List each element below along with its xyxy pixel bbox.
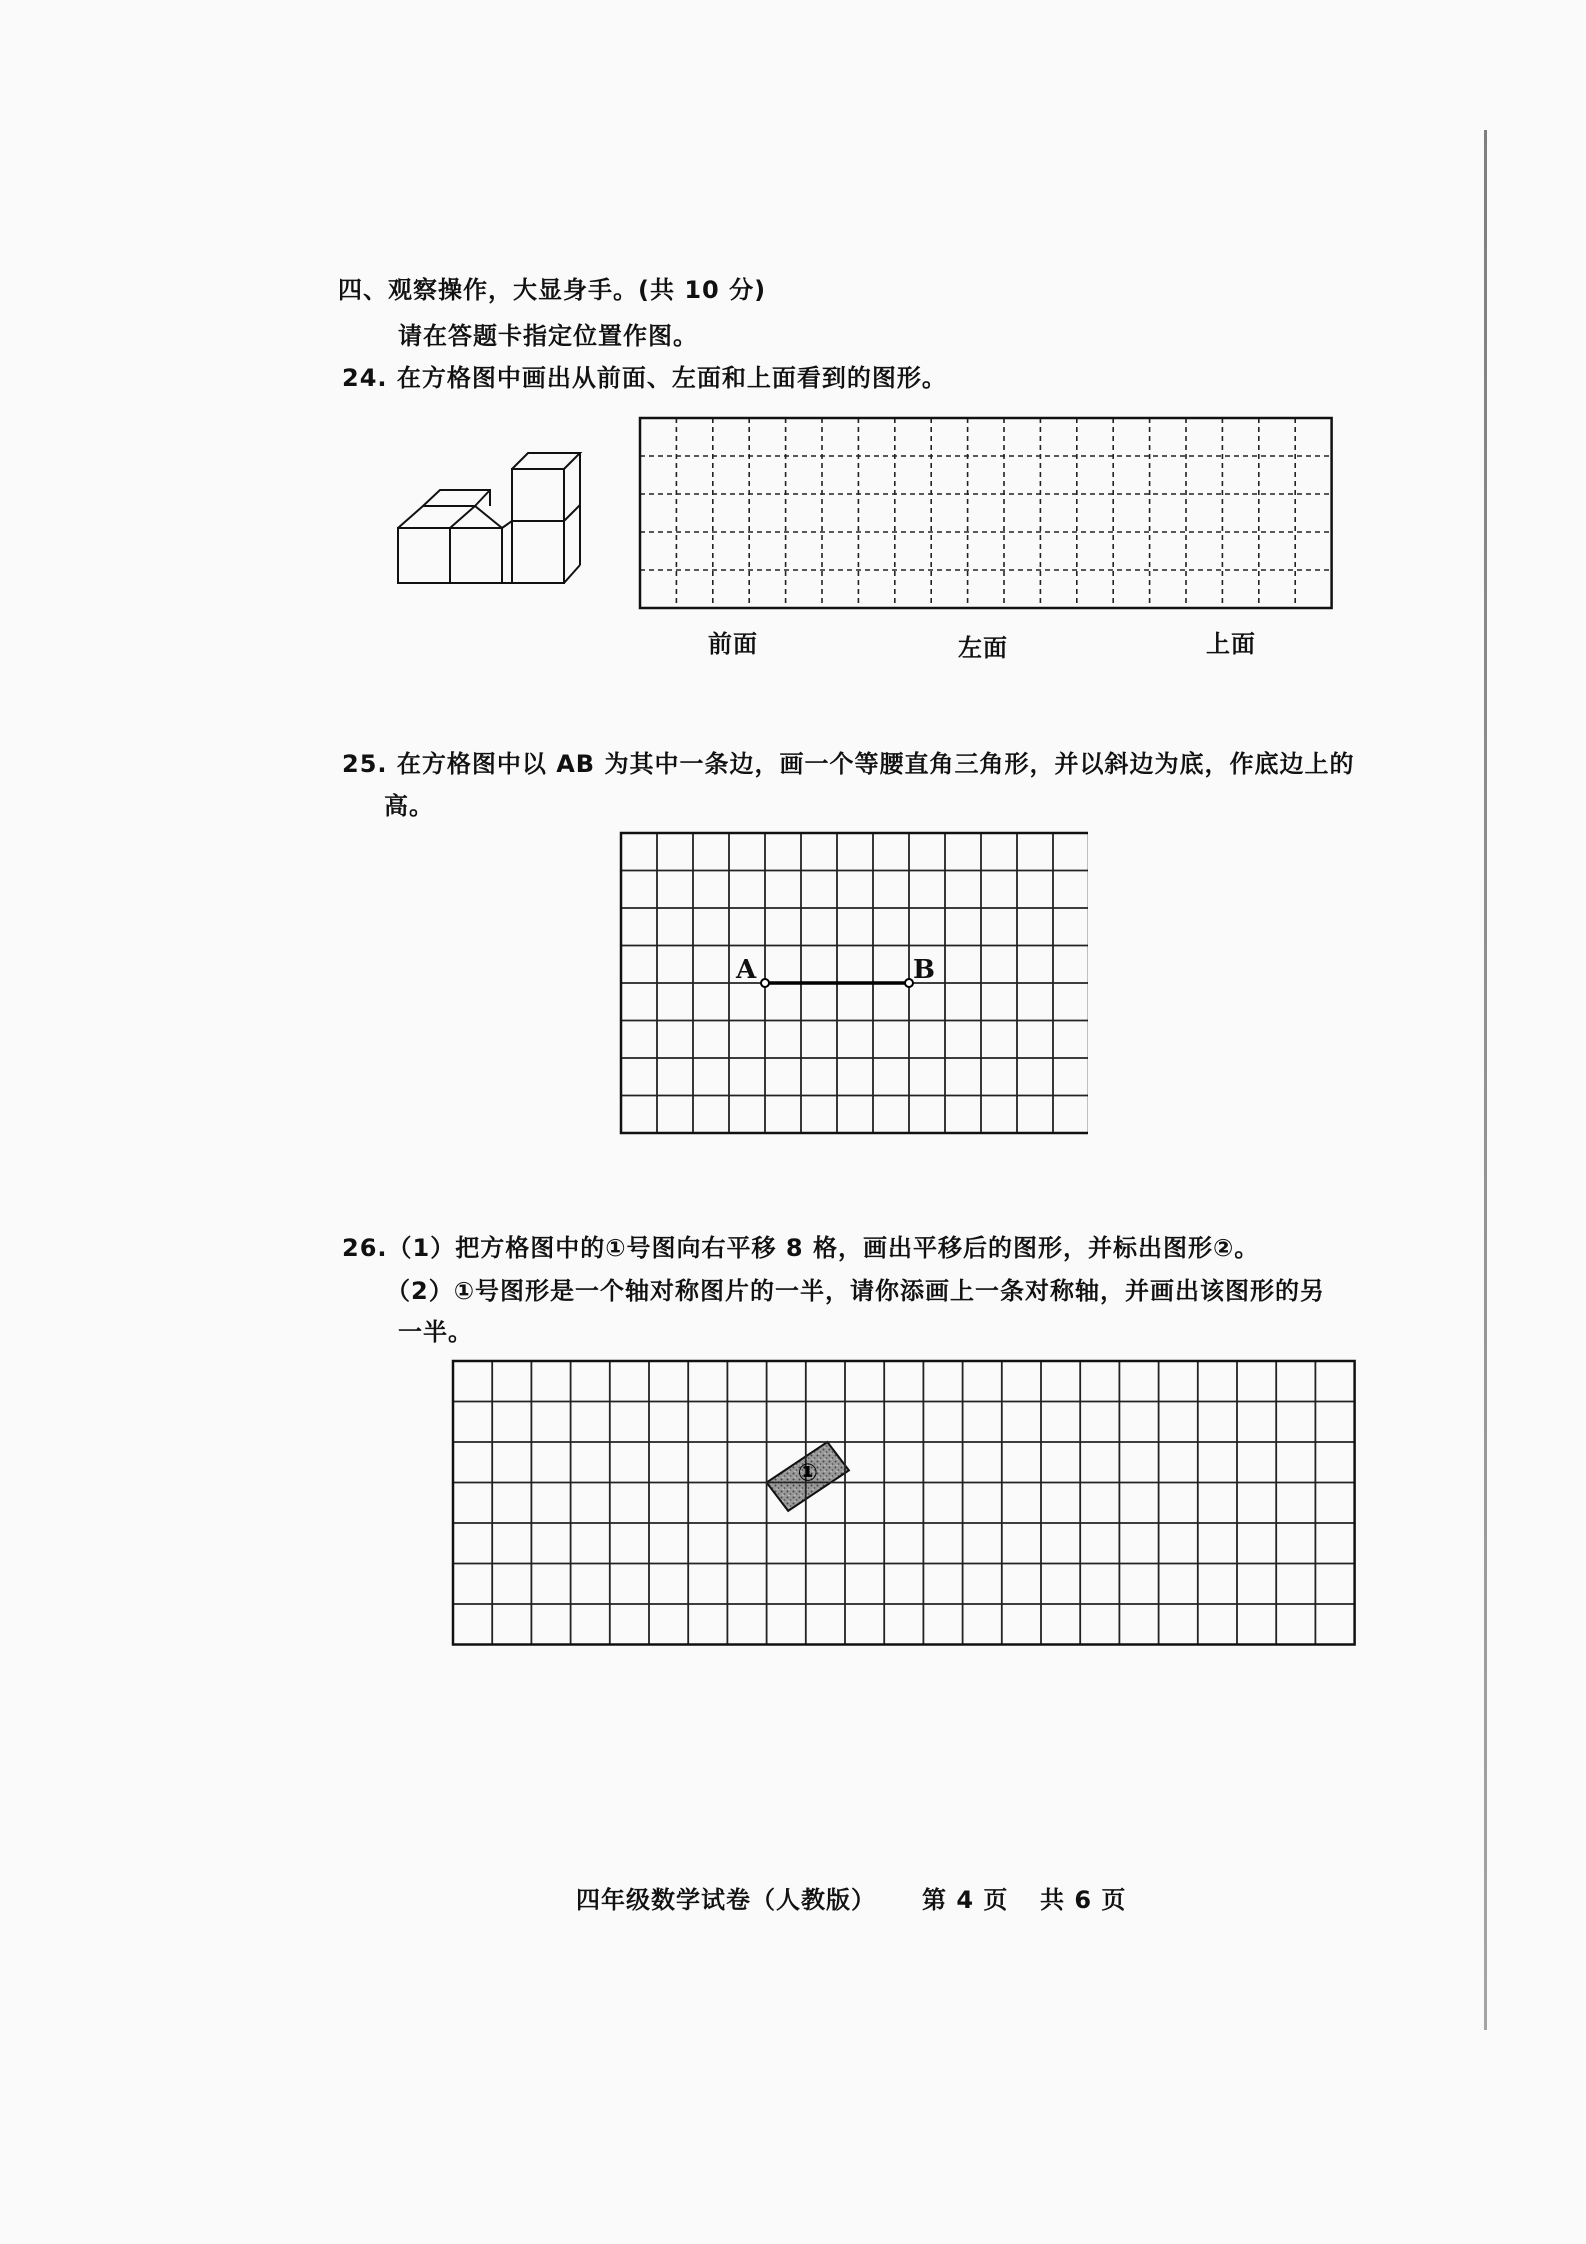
footer-exam-title: 四年级数学试卷（人教版） xyxy=(576,1886,876,1914)
question-24-text: 24. 在方格图中画出从前面、左面和上面看到的图形。 xyxy=(342,364,947,392)
label-left-view: 左面 xyxy=(958,634,1008,662)
footer-page-number: 第 4 页 xyxy=(922,1886,1009,1914)
footer-total-pages: 共 6 页 xyxy=(1040,1886,1127,1914)
label-top-view: 上面 xyxy=(1206,630,1256,658)
question-26-part2-continued: 一半。 xyxy=(398,1318,473,1346)
q24-dashed-grid xyxy=(636,414,1344,622)
point-b xyxy=(905,979,913,987)
question-25-text-line2: 高。 xyxy=(384,792,434,820)
grid-border xyxy=(453,1361,1355,1645)
point-a xyxy=(761,979,769,987)
question-25-text-line1: 25. 在方格图中以 AB 为其中一条边，画一个等腰直角三角形，并以斜边为底，作底边上的 xyxy=(342,750,1355,778)
question-26-part2: （2）①号图形是一个轴对称图片的一半，请你添画上一条对称轴，并画出该图形的另 xyxy=(386,1277,1326,1305)
point-b-label: B xyxy=(913,955,936,985)
label-front-view: 前面 xyxy=(708,630,758,658)
scan-page-edge xyxy=(1484,130,1487,2030)
cube-stack-figure xyxy=(390,445,610,605)
q26-grid xyxy=(450,1358,1360,1658)
section-heading: 四、观察操作，大显身手。(共 10 分) xyxy=(338,276,767,304)
grid-border xyxy=(640,418,1332,608)
point-a-label: A xyxy=(736,955,758,985)
question-26-part1: 26.（1）把方格图中的①号图向右平移 8 格，画出平移后的图形，并标出图形②。 xyxy=(342,1234,1260,1262)
section-instruction: 请在答题卡指定位置作图。 xyxy=(398,322,698,350)
q25-grid xyxy=(618,830,1088,1140)
shape-1-label: ① xyxy=(797,1458,818,1487)
